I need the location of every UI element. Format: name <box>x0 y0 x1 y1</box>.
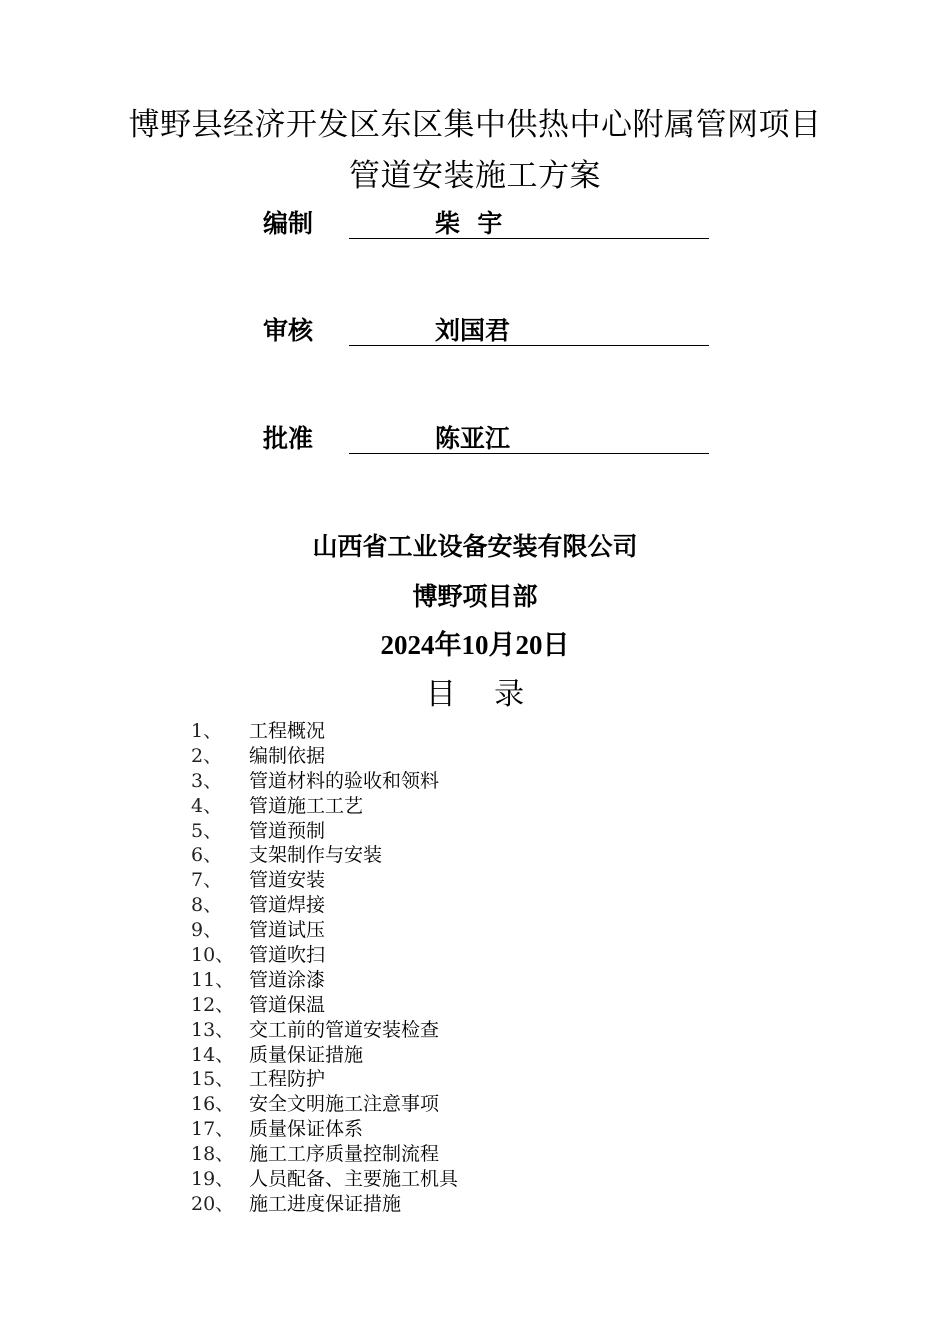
toc-item[interactable] <box>191 744 691 769</box>
toc-item[interactable] <box>191 918 691 943</box>
toc-item-title: 质量保证体系 <box>249 1118 364 1141</box>
toc-item-title: 施工进度保证措施 <box>249 1192 402 1215</box>
company-name: 山西省工业设备安装有限公司 <box>312 532 638 561</box>
toc-item-title: 安全文明施工注意事项 <box>249 1093 440 1116</box>
signoff-label: 编制 <box>263 209 314 238</box>
department-name: 博野项目部 <box>412 582 538 611</box>
toc-item-number: 15、 <box>191 1068 235 1091</box>
toc-item[interactable] <box>191 1167 691 1192</box>
toc-item-title: 管道涂漆 <box>249 968 326 991</box>
toc-item[interactable] <box>191 719 691 744</box>
toc-item[interactable] <box>191 819 691 844</box>
toc-item-number: 17、 <box>191 1118 235 1141</box>
toc-item-number: 6、 <box>191 844 223 867</box>
signoff-label: 审核 <box>263 316 314 345</box>
toc-item[interactable] <box>191 1117 691 1142</box>
toc-item[interactable] <box>191 1142 691 1167</box>
toc-item-number: 12、 <box>191 993 235 1016</box>
toc-item-title: 支架制作与安装 <box>249 844 383 867</box>
toc-item-number: 14、 <box>191 1043 235 1066</box>
toc-item[interactable] <box>191 943 691 968</box>
toc-item-number: 19、 <box>191 1168 235 1191</box>
toc-item[interactable] <box>191 1067 691 1092</box>
toc-item[interactable] <box>191 794 691 819</box>
toc-item-title: 管道材料的验收和领料 <box>249 769 440 792</box>
signoff-row-reviewer <box>263 315 713 349</box>
toc-item[interactable] <box>191 893 691 918</box>
toc-item[interactable] <box>191 1092 691 1117</box>
signoff-label: 批准 <box>263 424 314 453</box>
toc-item[interactable] <box>191 993 691 1018</box>
toc-item-number: 5、 <box>191 819 223 842</box>
toc-item-number: 3、 <box>191 769 223 792</box>
toc-item-number: 20、 <box>191 1192 235 1215</box>
document-date: 2024年10月20日 <box>380 630 570 660</box>
signoff-row-compiler <box>263 208 713 242</box>
table-of-contents <box>191 719 691 1217</box>
toc-item-title: 质量保证措施 <box>249 1043 364 1066</box>
toc-item-number: 4、 <box>191 794 223 817</box>
signoff-name: 刘国君 <box>435 316 511 345</box>
toc-item-title: 管道保温 <box>249 993 326 1016</box>
toc-item-number: 1、 <box>191 720 223 742</box>
toc-item-title: 管道预制 <box>249 819 326 842</box>
toc-item-title: 管道安装 <box>249 869 326 892</box>
toc-item-title: 工程概况 <box>249 720 326 742</box>
toc-heading: 目 录 <box>425 677 525 712</box>
toc-item-title: 施工工序质量控制流程 <box>249 1143 440 1166</box>
toc-item[interactable] <box>191 1043 691 1068</box>
signoff-name: 柴 宇 <box>435 209 503 238</box>
toc-item[interactable] <box>191 1192 691 1217</box>
signoff-row-approver <box>263 423 713 457</box>
document-subtitle: 管道安装施工方案 <box>349 158 601 194</box>
toc-item-number: 9、 <box>191 919 223 942</box>
signature-underline <box>349 238 709 239</box>
toc-item-title: 管道施工工艺 <box>249 794 364 817</box>
toc-item-number: 11、 <box>191 968 235 991</box>
toc-item-title: 管道焊接 <box>249 894 326 917</box>
toc-item[interactable] <box>191 868 691 893</box>
toc-item[interactable] <box>191 843 691 868</box>
toc-item-title: 管道试压 <box>249 919 326 942</box>
signature-underline <box>349 453 709 454</box>
toc-item[interactable] <box>191 769 691 794</box>
signoff-name: 陈亚江 <box>435 424 511 453</box>
document-title: 博野县经济开发区东区集中供热中心附属管网项目 <box>128 107 822 143</box>
signature-underline <box>349 345 709 346</box>
toc-item-title: 人员配备、主要施工机具 <box>249 1168 459 1191</box>
toc-item-number: 16、 <box>191 1093 235 1116</box>
toc-item-number: 7、 <box>191 869 223 892</box>
toc-item-number: 8、 <box>191 894 223 917</box>
toc-item-title: 编制依据 <box>249 744 326 767</box>
toc-item-title: 交工前的管道安装检查 <box>249 1018 440 1041</box>
toc-item[interactable] <box>191 968 691 993</box>
toc-item-number: 18、 <box>191 1143 235 1166</box>
toc-item-number: 2、 <box>191 744 223 767</box>
toc-item-title: 管道吹扫 <box>249 944 326 967</box>
toc-item-number: 10、 <box>191 944 235 967</box>
toc-item[interactable] <box>191 1018 691 1043</box>
toc-item-number: 13、 <box>191 1018 235 1041</box>
toc-item-title: 工程防护 <box>249 1068 326 1091</box>
